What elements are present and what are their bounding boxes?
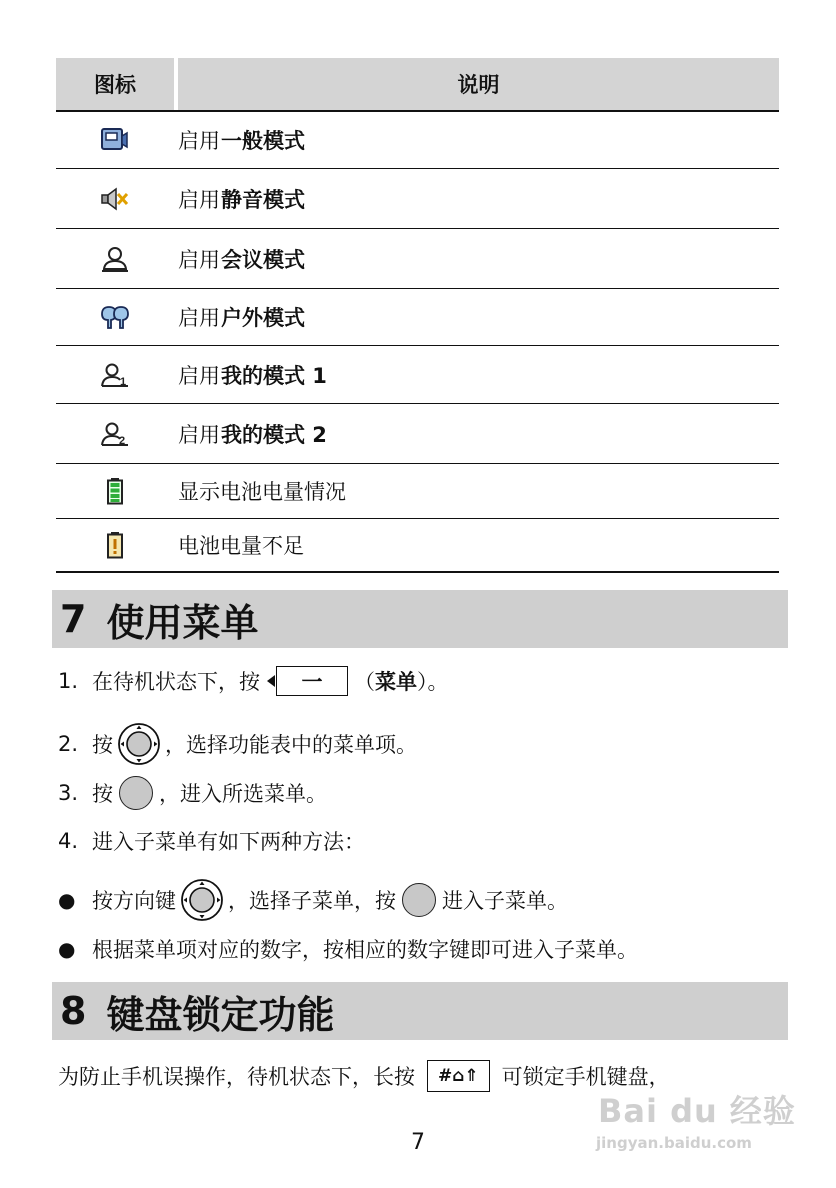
row-mode: 静音模式: [221, 187, 305, 212]
row-prefix: 显示电池电量情况: [178, 480, 346, 504]
row-prefix: 启用: [178, 247, 220, 272]
my-mode-1-icon: [99, 361, 131, 389]
menu-label: 菜单: [375, 670, 417, 694]
table-header: [56, 58, 779, 112]
row-prefix: 启用: [178, 187, 220, 212]
ok-key-icon: [402, 883, 436, 917]
battery-level-icon: [99, 477, 131, 505]
row-prefix: 启用: [178, 363, 220, 388]
step-text: 按: [92, 782, 113, 806]
svg-text:1: 1: [120, 375, 127, 388]
navigation-key-icon: [180, 878, 224, 922]
table-row: [56, 404, 779, 464]
general-mode-icon: [99, 126, 131, 154]
table-row: [56, 519, 779, 573]
keypad-lock-paragraph: [58, 1060, 670, 1092]
section-number: 8: [60, 989, 87, 1033]
step-text: ，选择功能表中的菜单项。: [165, 733, 417, 757]
row-mode: 会议模式: [221, 247, 305, 272]
step-3: [58, 776, 327, 810]
icon-table: [56, 58, 779, 573]
step-text: 按: [92, 733, 113, 757]
row-prefix: 启用: [178, 422, 220, 447]
step-text: ，进入所选菜单。: [159, 782, 327, 806]
watermark-logo: Bai du 经验: [598, 1092, 796, 1130]
row-prefix: 电池电量不足: [178, 534, 304, 558]
row-mode: 我的模式 2: [221, 422, 327, 447]
table-row: [56, 289, 779, 346]
section-7-header: [52, 590, 788, 648]
outdoor-mode-icon: [99, 303, 131, 331]
step-2: [58, 722, 417, 766]
step-text: 进入子菜单有如下两种方法：: [92, 830, 365, 854]
section-number: 7: [60, 597, 87, 641]
section-title: 键盘锁定功能: [106, 992, 335, 1037]
table-row: [56, 112, 779, 169]
row-prefix: 启用: [178, 129, 220, 153]
bullet-icon: ●: [58, 888, 76, 912]
table-row: [56, 229, 779, 289]
bullet-text: 根据菜单项对应的数字，按相应的数字键即可进入子菜单。: [92, 938, 638, 962]
step-number: 3.: [58, 781, 79, 805]
svg-text:2: 2: [119, 434, 126, 447]
meeting-mode-icon: [99, 245, 131, 273]
my-mode-2-icon: [99, 420, 131, 448]
header-desc-column: 说明: [457, 73, 500, 97]
paren-open: （: [354, 670, 375, 694]
row-mode: 一般模式: [221, 129, 305, 153]
table-row: [56, 169, 779, 229]
bullet-text: 按方向键: [92, 889, 176, 913]
bullet-text: 进入子菜单。: [442, 889, 568, 913]
table-row: [56, 464, 779, 519]
bullet-icon: ●: [58, 937, 76, 961]
step-1: [58, 666, 449, 696]
row-prefix: 启用: [178, 306, 220, 330]
step-number: 1.: [58, 669, 79, 693]
row-mode: 户外模式: [221, 306, 305, 330]
section-title: 使用菜单: [106, 600, 259, 645]
bullet-1: [58, 878, 568, 922]
navigation-key-icon: [117, 722, 161, 766]
soft-key-label: 一: [301, 670, 323, 694]
section-8-header: [52, 982, 788, 1040]
battery-low-icon: [99, 531, 131, 559]
bullet-text: ，选择子菜单，按: [228, 889, 396, 913]
bullet-2: [58, 934, 638, 964]
step-text: 在待机状态下，按: [92, 670, 260, 694]
hash-key: #⌂⇑: [427, 1060, 490, 1092]
silent-mode-icon: [99, 185, 131, 213]
row-mode: 我的模式 1: [221, 363, 327, 388]
left-soft-key: [276, 666, 348, 696]
paren-close: ）。: [417, 670, 449, 694]
step-number: 2.: [58, 732, 79, 756]
para-text: 可锁定手机键盘，: [501, 1065, 670, 1089]
watermark-url: jingyan.baidu.com: [596, 1134, 752, 1152]
para-text: 为防止手机误操作，待机状态下，长按: [58, 1065, 415, 1089]
page-number: 7: [411, 1130, 425, 1155]
header-icon-column: 图标: [94, 73, 136, 97]
table-row: [56, 346, 779, 404]
step-number: 4.: [58, 829, 79, 853]
step-4: [58, 826, 365, 856]
watermark: [598, 1086, 796, 1152]
ok-key-icon: [119, 776, 153, 810]
